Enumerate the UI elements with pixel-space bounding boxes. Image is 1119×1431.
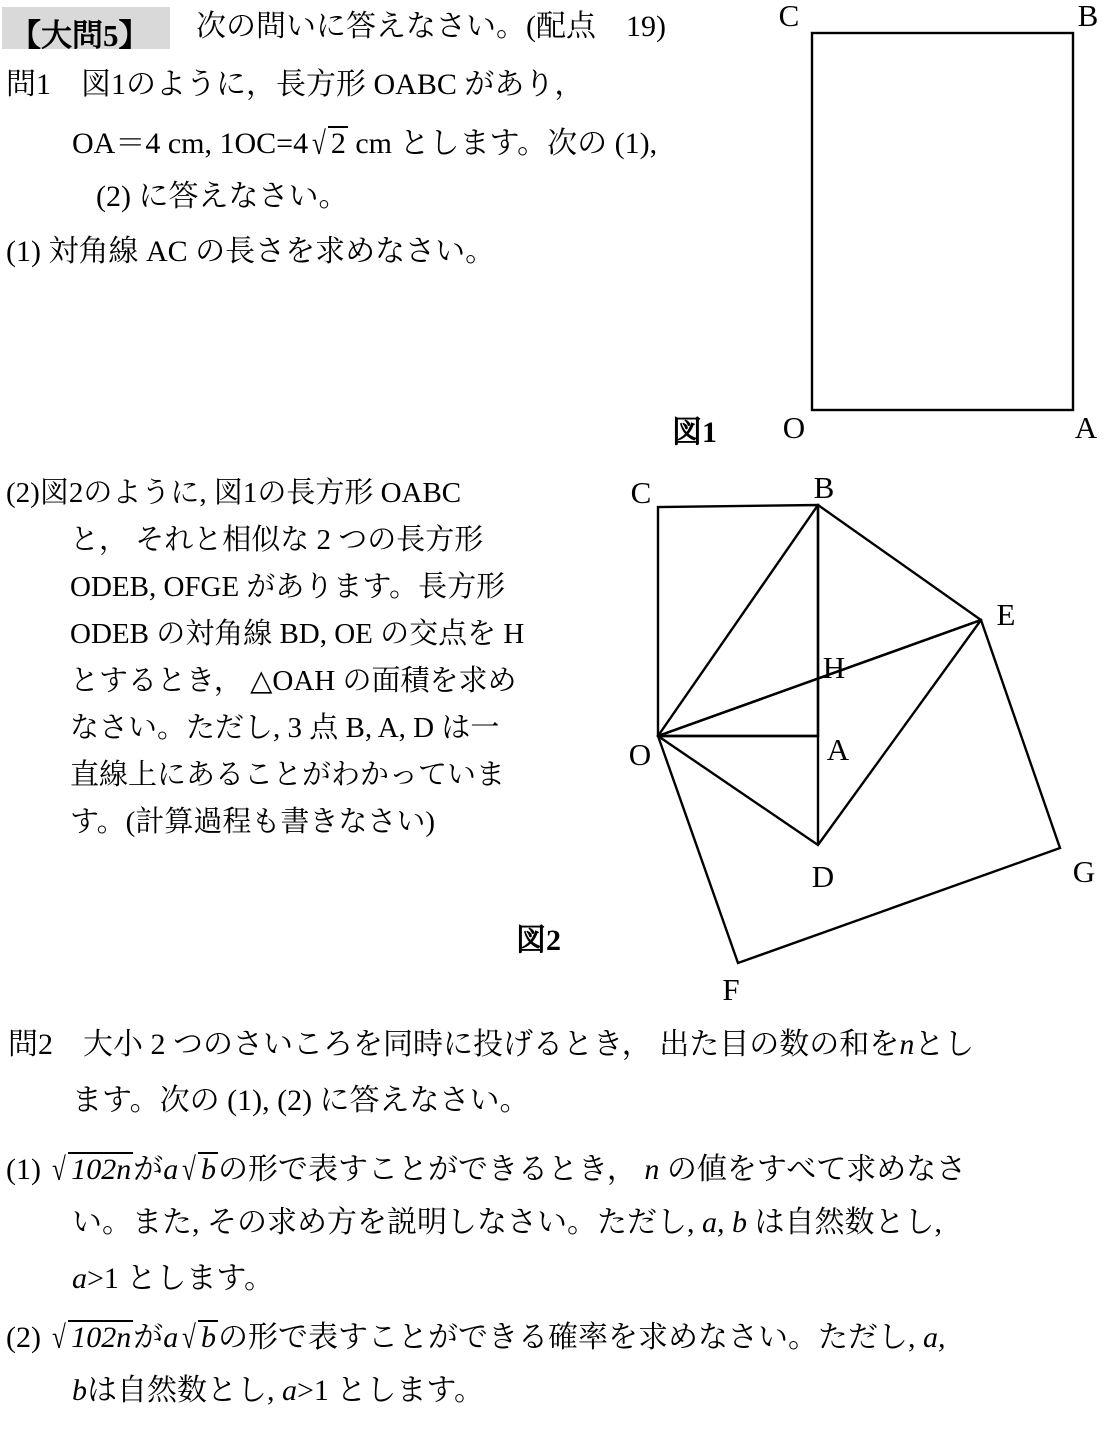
q2-text-line: ODEB の対角線 BD, OE の交点を H [70, 618, 525, 650]
q2-text-line: と， それと相似な 2 つの長方形 [70, 524, 484, 556]
figure-2-caption: 図2 [516, 924, 561, 957]
coefficient-a: a [163, 1321, 179, 1354]
figure-1-caption: 図1 [672, 416, 717, 449]
mon1-line1: 問1 図1のように，長方形 OABC があり， [6, 68, 585, 101]
variable-b: b [72, 1374, 87, 1407]
vertex-label-O: O [628, 737, 652, 772]
conjunction-ga: が [133, 1321, 164, 1354]
header-instruction: 次の問いに答えなさい。(配点 19) [196, 10, 666, 43]
section-tag-label: 【大問5】 [10, 18, 150, 53]
radical-sign-icon: √ [182, 1320, 197, 1356]
vertex-label-D: D [811, 859, 835, 894]
shape-rect-OFGE [658, 620, 1060, 963]
shape-rect-ODEB [658, 505, 981, 845]
diagonal-OE [658, 620, 981, 736]
vertex-label-F: F [722, 972, 740, 1007]
mon2-question-2-line2 [72, 1376, 484, 1406]
vertex-label-C: C [630, 475, 652, 510]
question-2-tail: の形で表すことができる確率を求めなさい。ただし, [218, 1321, 916, 1354]
radical-sign-icon: √ [182, 1152, 197, 1188]
q2-text-line: ODEB, OFGE があります。長方形 [70, 571, 506, 603]
variable-n: n [644, 1153, 660, 1186]
variable-a: a, [923, 1321, 946, 1354]
sqrt-expression [178, 1152, 218, 1188]
mon2-line1-text: 問2 大小 2 つのさいころを同時に投げるとき， 出た目の数の和を [8, 1028, 900, 1061]
sqrt-expression [48, 1152, 133, 1188]
radicand: 102n [68, 1320, 133, 1353]
radicand: 2 [328, 126, 348, 159]
conjunction-ga: が [133, 1153, 164, 1186]
mon2-line1 [8, 1030, 974, 1060]
mon2-question-2-line1 [6, 1320, 946, 1356]
question-marker: (1) [6, 1153, 41, 1186]
radical-sign-icon: √ [312, 126, 326, 162]
sqrt-expression [178, 1320, 218, 1356]
mon2-question-1-line3 [72, 1264, 274, 1294]
mon1-line2-prefix: OA＝4 cm, 1OC=4 [72, 127, 309, 160]
q2-text-line: なさい。ただし, 3 点 B, A, D は一 [70, 712, 500, 744]
radical-sign-icon: √ [52, 1320, 67, 1356]
mon2-question-1-line2 [72, 1208, 942, 1238]
sqrt-expression [48, 1320, 133, 1356]
radicand: b [198, 1152, 218, 1185]
question-1-line2a: い。また, その求め方を説明しなさい。ただし, [72, 1206, 695, 1239]
vertex-label-B: B [813, 470, 835, 505]
variable-a: a [282, 1374, 297, 1407]
q2-text-line: す。(計算過程も書きなさい) [70, 806, 435, 838]
question-1-tail: の形で表すことができるとき， [218, 1153, 637, 1186]
vertex-label-A: A [1074, 410, 1098, 445]
q2-text-line: 直線上にあることがわかっていま [70, 759, 506, 791]
mon1-line3: (2) に答えなさい。 [96, 180, 349, 213]
q2-text-line: (2)図2のように, 図1の長方形 OABC [6, 477, 462, 509]
question-1-tail2: の値をすべて求めなさ [666, 1153, 967, 1186]
mon2-line2: ます。次の (1), (2) に答えなさい。 [72, 1084, 530, 1117]
question-1-line2b: は自然数とし, [754, 1206, 942, 1239]
mon2-line1-tail: とし [914, 1028, 975, 1061]
question-1-line3: >1 とします。 [87, 1262, 275, 1295]
vertex-label-H: H [822, 650, 846, 685]
variables-a-b: a, b [702, 1206, 747, 1239]
question-2-line2b: >1 とします。 [297, 1374, 485, 1407]
question-2-line2: は自然数とし, [87, 1374, 275, 1407]
vertex-label-A: A [826, 732, 850, 767]
radical-sign-icon: √ [52, 1152, 67, 1188]
vertex-label-G: G [1072, 854, 1096, 889]
vertex-label-O: O [782, 410, 806, 445]
coefficient-a: a [163, 1153, 179, 1186]
radicand: b [198, 1320, 218, 1353]
question-marker: (2) [6, 1321, 41, 1354]
vertex-label-C: C [778, 0, 800, 33]
vertex-label-E: E [996, 597, 1016, 632]
mon2-line1-variable: n [899, 1028, 915, 1061]
mon2-question-1-line1 [6, 1152, 967, 1188]
variable-a: a [72, 1262, 87, 1295]
q2-text-line: とするとき， △OAH の面積を求め [70, 665, 517, 697]
mon1-question-1: (1) 対角線 AC の長さを求めなさい。 [6, 235, 496, 268]
mon1-line2-suffix: cm とします。次の (1), [347, 127, 658, 160]
radicand: 102n [68, 1152, 133, 1185]
vertex-label-B: B [1077, 0, 1099, 33]
